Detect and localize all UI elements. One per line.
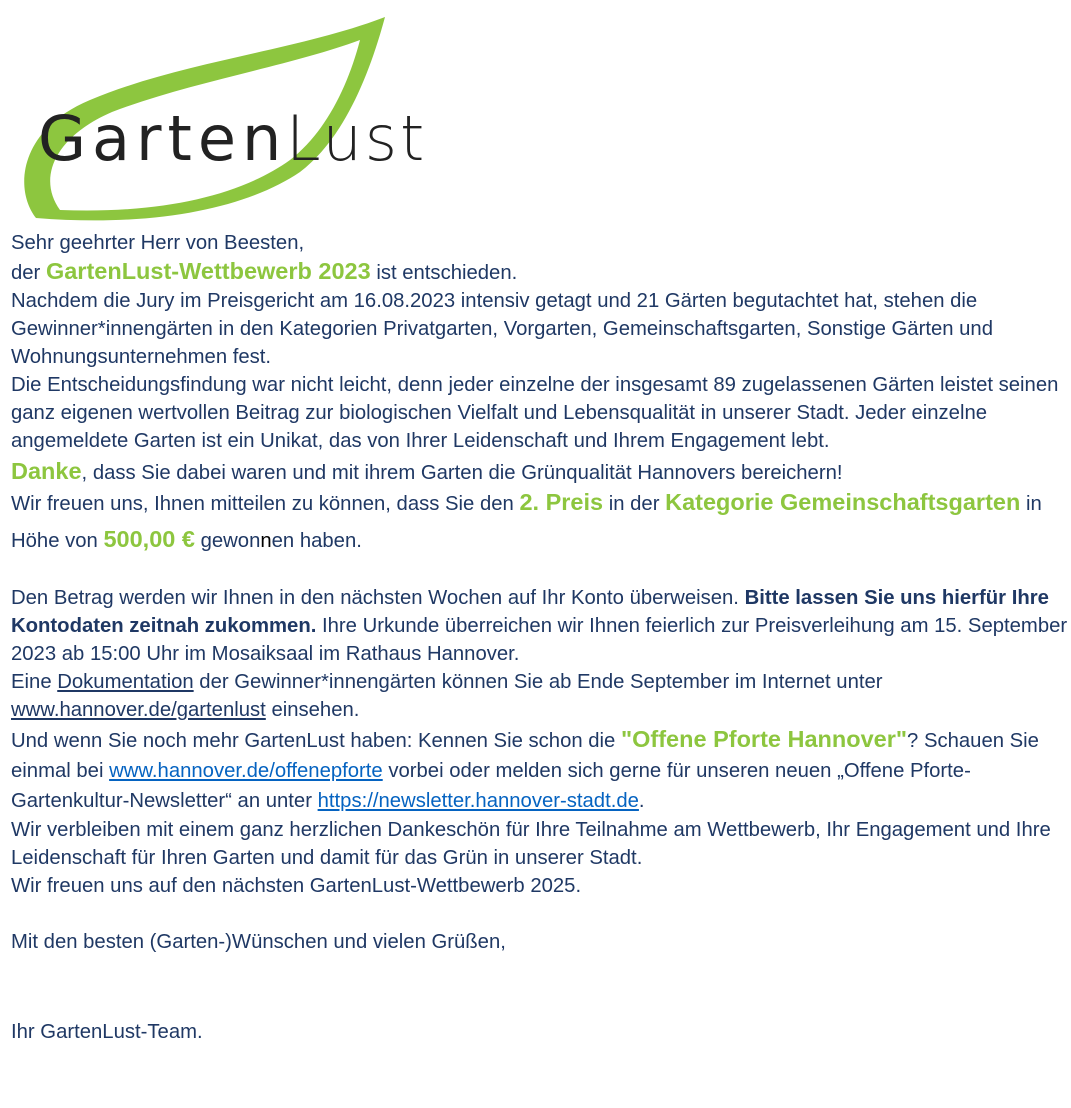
prize-rank: 2. Preis bbox=[519, 489, 604, 515]
greeting: Sehr geehrter Herr von Beesten, bbox=[11, 232, 305, 254]
spacer bbox=[11, 956, 1069, 1018]
signature: Ihr GartenLust-Team. bbox=[11, 1021, 203, 1043]
competition-line bbox=[11, 257, 1069, 287]
text: Den Betrag werden wir Ihnen in den nächsten Wochen auf Ihr Konto überweisen. bbox=[11, 587, 745, 609]
spacer bbox=[11, 900, 1069, 928]
text: in Höhe von bbox=[11, 493, 1042, 552]
text: , dass Sie dabei waren und mit ihrem Garten die Grünqualität Hannovers bereichern! bbox=[81, 462, 843, 484]
jury-paragraph: Nachdem die Jury im Preisgericht am 16.08.2023 intensiv getagt und 21 Gärten begutachtet hat, stehen die Gewinner*innengärten in den Kategorien Privatgarten, Vorgarten, Gemeinschaftsgarten, Sonstige Gärten und Wohnungsunternehmen fest. bbox=[11, 290, 993, 368]
newsletter-link[interactable]: https://newsletter.hannover-stadt.de bbox=[317, 790, 639, 812]
letter-body bbox=[11, 229, 1069, 1046]
text: der Gewinner*innengärten können Sie ab Ende September im Internet unter bbox=[193, 671, 883, 693]
payment-paragraph bbox=[11, 584, 1069, 668]
logo-text-garten: Garten bbox=[38, 102, 288, 175]
text: in der bbox=[603, 493, 666, 515]
bank-details-request: Bitte lassen Sie uns hierfür Ihre Kontodaten zeitnah zukommen. bbox=[11, 587, 1049, 637]
text: vorbei oder melden sich gerne für unseren neuen „Offene Pforte-Gartenkultur-Newsletter“ an unter bbox=[11, 760, 971, 812]
closing-line: Mit den besten (Garten-)Wünschen und vielen Grüßen, bbox=[11, 931, 506, 953]
text: ist entschieden. bbox=[370, 262, 518, 284]
text: ? Schauen Sie einmal bei bbox=[11, 730, 1039, 782]
documentation-term: Dokumentation bbox=[57, 671, 194, 693]
thanks-paragraph: Wir verbleiben mit einem ganz herzlichen Dankeschön für Ihre Teilnahme am Wettbewerb, Ihr Engagement und Ihre Leidenschaft für Ihren Garten und damit für das Grün in unserer Stadt. bbox=[11, 819, 1051, 869]
text: Und wenn Sie noch mehr GartenLust haben: Kennen Sie schon die bbox=[11, 730, 621, 752]
logo-text-lust: Lust bbox=[286, 102, 428, 175]
text: Eine bbox=[11, 671, 58, 693]
decision-paragraph: Die Entscheidungsfindung war nicht leicht, denn jeder einzelne der insgesamt 89 zugelassenen Gärten leistet seinen ganz eigenen wertvollen Beitrag zur biologischen Vielfalt und Lebensqualität in unserer Stadt. Jeder einzelne angemeldete Garten ist ein Unikat, das von Ihrer Leidenschaft und Ihrem Engagement lebt. bbox=[11, 374, 1059, 452]
text: Ihre Urkunde überreichen wir Ihnen feierlich zur Preisverleihung am 15. September 2023 ab 15:00 Uhr im Mosaiksaal im Rathaus Hannover. bbox=[11, 615, 1068, 665]
gartenlust-link[interactable]: www.hannover.de/gartenlust bbox=[11, 699, 266, 721]
danke-highlight: Danke bbox=[11, 458, 82, 484]
offene-pforte-paragraph bbox=[11, 724, 1069, 816]
prize-amount: 500,00 € bbox=[103, 526, 195, 552]
offenepforte-link[interactable]: www.hannover.de/offenepforte bbox=[109, 760, 383, 782]
prize-category: Kategorie Gemeinschaftsgarten bbox=[665, 489, 1021, 515]
documentation-paragraph bbox=[11, 668, 1069, 724]
text: einsehen. bbox=[265, 699, 360, 721]
next-competition-line: Wir freuen uns auf den nächsten GartenLust-Wettbewerb 2025. bbox=[11, 875, 582, 897]
text: n bbox=[260, 530, 272, 552]
text: gewon bbox=[194, 530, 261, 552]
text: . bbox=[638, 790, 645, 812]
text: der bbox=[11, 262, 46, 284]
prize-paragraph bbox=[11, 485, 1069, 559]
text: Wir freuen uns, Ihnen mitteilen zu können, dass Sie den bbox=[11, 493, 520, 515]
thanks-line bbox=[11, 457, 1069, 487]
spacer bbox=[11, 559, 1069, 584]
offene-pforte-title: "Offene Pforte Hannover" bbox=[620, 726, 908, 752]
gartenlust-logo bbox=[0, 0, 470, 228]
competition-title: GartenLust-Wettbewerb 2023 bbox=[45, 258, 371, 284]
text: en haben. bbox=[271, 530, 362, 552]
